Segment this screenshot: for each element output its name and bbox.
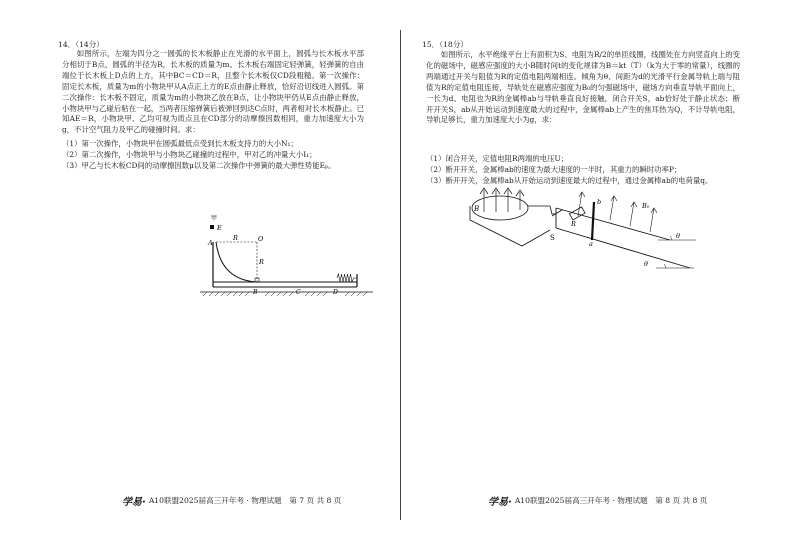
- label-B: B: [253, 289, 258, 296]
- field-arrows-B0: [578, 192, 657, 232]
- q14-header: 14．（14分）: [58, 40, 104, 49]
- resistor-R: [569, 207, 585, 220]
- label-jia: 甲: [211, 215, 218, 222]
- footer-text-left: A10联盟2025届高三开年考 · 物理试题 第 7 页 共 8 页: [148, 496, 342, 505]
- spring: [337, 274, 358, 282]
- field-arrows-up: [480, 188, 524, 212]
- label-A: A: [208, 239, 213, 247]
- label-R-top: R: [233, 234, 238, 242]
- q14-question-3: （3）甲乙与长木板CD间的动摩擦因数μ以及第二次操作中弹簧的最大弹性势能Eₚ。: [62, 160, 336, 170]
- angle-arc-lower: [664, 264, 666, 268]
- rod-ab: [592, 202, 594, 240]
- q15-header: 15．（18分）: [422, 40, 468, 49]
- switch-S: [552, 210, 562, 216]
- rail-lower: [556, 228, 690, 268]
- label-a: a: [589, 240, 593, 248]
- q15-question-1: （1）闭合开关，定值电阻R两端的电压U；: [426, 154, 569, 163]
- platform-outline: [470, 206, 556, 246]
- block-jia: [210, 225, 214, 229]
- label-theta-lower: θ: [644, 260, 648, 268]
- footer-logo-left: 学易·: [122, 497, 146, 508]
- q14-question-1: （1）第一次操作，小物块甲在圆弧最低点受到长木板支持力的大小N₁；: [62, 139, 298, 148]
- right-footer: [488, 493, 707, 508]
- label-R-side: R: [259, 258, 264, 266]
- q15-stem: 如图所示，水平绝缘平台上有面积为S、电阻为R/2的单匝线圈，线圈处在方向竖直向上的变化的磁场中，磁感应强度的大小B随时间t的变化规律为B＝kt（T）（k为大于零的常量），线圈的两端通过开关与阻值为R的定值电阻两端相连。倾角为θ、间距为d的光滑平行金属导轨上端与阻值为R的定值电阻连接，导轨处在磁感应强度为B₀的匀强磁场中，磁场方向垂直导轨平面向上，一长为d、电阻也为R的金属棒ab与导轨垂直良好接触，闭合开关S，ab恰好处于静止状态；断开开关S，ab从开始运动到速度最大的过程中，金属棒ab上产生的焦耳热为Q，不计导轨电阻，导轨足够长，重力加速度大小为g，求：: [426, 50, 740, 125]
- q14-figure: [195, 212, 385, 302]
- label-coil-B: B: [474, 205, 480, 213]
- q14-questions: [62, 139, 372, 172]
- angle-arc-upper: [670, 236, 672, 240]
- coil: [472, 196, 528, 220]
- footer-logo-right: 学易·: [488, 497, 512, 508]
- label-C: C: [296, 289, 301, 296]
- label-theta-upper: θ: [676, 232, 680, 240]
- q15-question-2: （2）断开开关，金属棒ab的速度为最大速度的一半时，其重力的瞬时功率P；: [426, 164, 682, 174]
- label-D: D: [333, 289, 338, 296]
- q15-question-3: （3）断开开关，金属棒ab从开始运动到速度最大的过程中，通过金属棒ab的电荷量q。: [426, 175, 713, 185]
- label-R: R: [571, 220, 576, 228]
- label-S: S: [550, 234, 555, 242]
- q14-question-2: （2）第二次操作，小物块甲与小物块乙碰撞的过程中，甲对乙的冲量大小I₁；: [62, 149, 317, 159]
- label-O: O: [258, 235, 264, 243]
- label-B0: B₀: [642, 202, 650, 210]
- quarter-arc: [216, 242, 257, 282]
- ground-hatching: [203, 292, 367, 296]
- label-E: E: [217, 224, 222, 232]
- right-page: [400, 0, 800, 544]
- label-b: b: [597, 198, 602, 206]
- footer-text-right: A10联盟2025届高三开年考 · 物理试题 第 8 页 共 8 页: [514, 496, 708, 505]
- q15-questions: [426, 154, 746, 187]
- left-footer: [122, 493, 341, 508]
- q14-stem: 如图所示，左端为四分之一圆弧的长木板静止在光滑的水平面上，圆弧与长木板水平部分相切于B点，圆弧的半径为R，长木板的质量为m。长木板右端固定轻弹簧，轻弹簧的自由端位于长木板上D点的上方，其中BC＝CD＝R，且整个长木板仅CD段粗糙。第一次操作：固定长木板，质量为m的小物块甲从A点正上方的E点由静止释放，恰好沿切线进入圆弧。第二次操作：长木板不固定，质量为m的小物块乙放在B点，让小物块甲仍从E点由静止释放，小物块甲与乙碰后粘在一起，当两者压缩弹簧后被弹回到达C点时，两者相对长木板静止。已知AE＝R，小物块甲、乙均可视为质点且在CD部分的动摩擦因数相同，重力加速度大小为g，不计空气阻力及甲乙的碰撞时间。求：: [62, 49, 364, 135]
- q15-figure: [460, 186, 700, 276]
